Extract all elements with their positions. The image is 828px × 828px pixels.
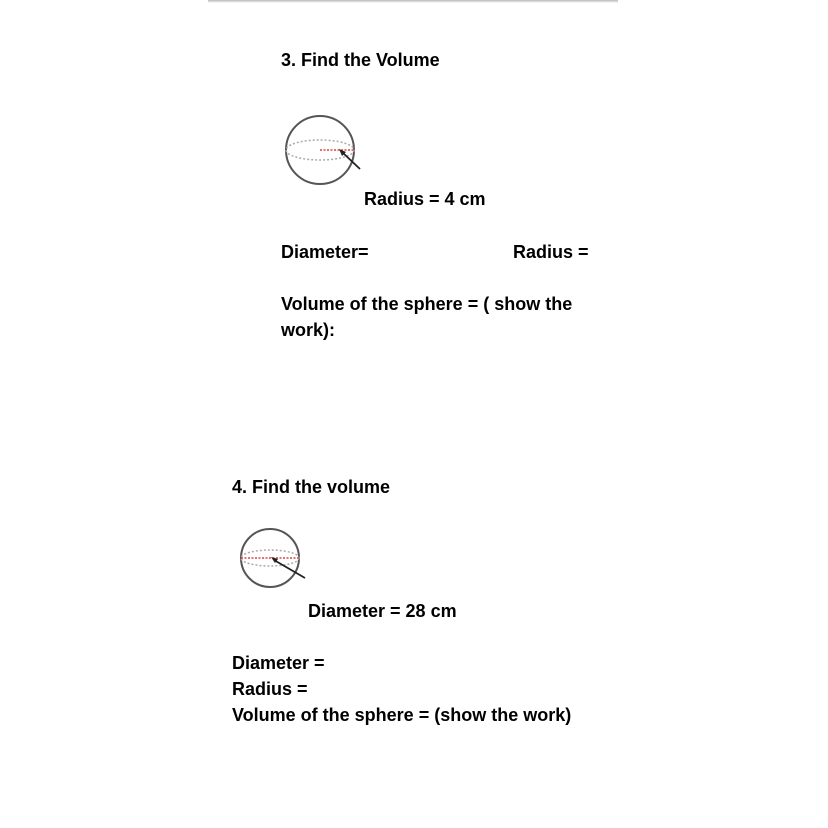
problem-4-radius-label: Radius = <box>232 679 308 699</box>
problem-4-volume-label: Volume of the sphere = (show the work) <box>232 705 572 725</box>
sphere-diagram-problem-4 <box>238 526 313 591</box>
problem-3-volume-label: Volume of the sphere = ( show the work): <box>281 294 573 340</box>
sphere-diagram-problem-3 <box>284 113 364 188</box>
problem-4-diameter-label: Diameter = <box>232 653 325 673</box>
problem-3-diameter-label: Diameter= <box>281 242 369 262</box>
page-top-edge <box>208 0 618 3</box>
problem-4-given-diameter: Diameter = 28 cm <box>308 601 457 621</box>
problem-4-heading: 4. Find the volume <box>232 477 391 497</box>
problem-3-heading: 3. Find the Volume <box>281 50 440 70</box>
problem-3-given-radius: Radius = 4 cm <box>364 189 486 209</box>
problem-3-radius-label: Radius = <box>513 242 589 262</box>
pointer-arrow <box>274 560 305 578</box>
